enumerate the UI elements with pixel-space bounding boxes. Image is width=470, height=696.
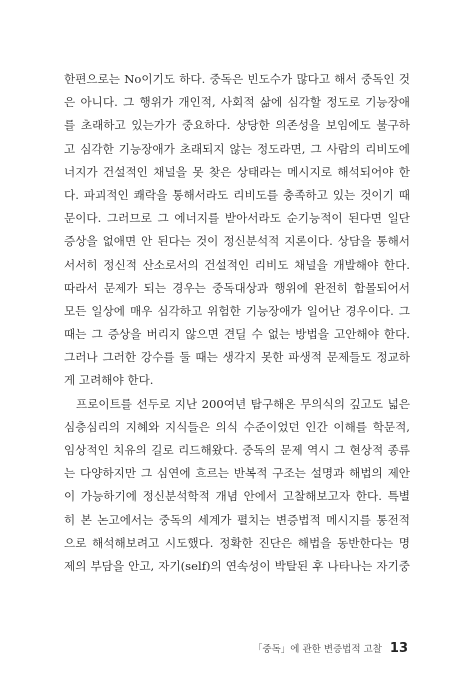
text-line: 모든 일상에 매우 심각하고 위험한 기능장애가 일어난 경우이다. 그 (64, 303, 410, 318)
page-number: 13 (389, 641, 408, 656)
text-line: 임상적인 치유의 길로 리드해왔다. 중독의 문제 역시 그 현상적 종류 (64, 443, 410, 457)
text-line: 제의 부담을 안고, 자기(self)의 연속성이 박탈된 후 나타나는 자기중 (64, 558, 410, 573)
text-line: 프로이트를 선두로 지난 200여년 탐구해온 무의식의 깊고도 넓은 (76, 396, 410, 411)
text-line: 고 심각한 기능장애가 초래되지 않는 정도라면, 그 사람의 리비도에 (64, 141, 410, 156)
text-line: 문이다. 그러므로 그 에너지를 받아서라도 순기능적이 된다면 일단 (64, 211, 410, 226)
running-title: 「중독」에 관한 변증법적 고찰 (252, 644, 382, 655)
text-line: 히 본 논고에서는 중독의 세계가 펼치는 변증법적 메시지를 통전적 (64, 512, 410, 527)
text-line: 서서히 정신적 산소로서의 건설적인 리비도 채널을 개발해야 한다. (64, 257, 410, 272)
text-line: 따라서 문제가 되는 경우는 중독대상과 행위에 완전히 함몰되어서 (64, 280, 410, 295)
text-line: 은 아니다. 그 행위가 개인적, 사회적 삶에 심각할 정도로 기능장애 (64, 95, 410, 110)
text-line: 심층심리의 지혜와 지식들은 의식 수준이었던 인간 이해를 학문적, (64, 419, 410, 434)
text-line: 그러나 그러한 강수를 둘 때는 생각지 못한 파생적 문제들도 정교하 (64, 350, 410, 365)
text-line: 너지가 건설적인 채널을 못 찾은 상태라는 메시지로 해석되어야 한 (64, 164, 410, 179)
text-line: 으로 해석해보려고 시도했다. 정확한 진단은 해법을 동반한다는 명 (64, 535, 410, 550)
text-line: 는 다양하지만 그 심연에 흐르는 반복적 구조는 설명과 해법의 제안 (64, 466, 410, 481)
page-footer (253, 641, 408, 659)
text-line: 증상을 없애면 안 된다는 것이 정신분석적 지론이다. 상담을 통해서 (64, 234, 410, 249)
text-line: 한편으로는 No이기도 하다. 중독은 빈도수가 많다고 해서 중독인 것 (64, 72, 410, 86)
text-line: 게 고려해야 한다. (64, 373, 154, 388)
body-text (64, 68, 410, 578)
text-line: 를 초래하고 있는가가 중요하다. 상당한 의존성을 보임에도 불구하 (64, 118, 410, 133)
text-line: 때는 그 증상을 버리지 않으면 견딜 수 없는 방법을 고안해야 한다. (64, 327, 410, 342)
text-line: 다. 파괴적인 쾌락을 통해서라도 리비도를 충족하고 있는 것이기 때 (64, 187, 410, 202)
text-line: 이 가능하기에 정신분석학적 개념 안에서 고찰해보고자 한다. 특별 (64, 489, 410, 504)
